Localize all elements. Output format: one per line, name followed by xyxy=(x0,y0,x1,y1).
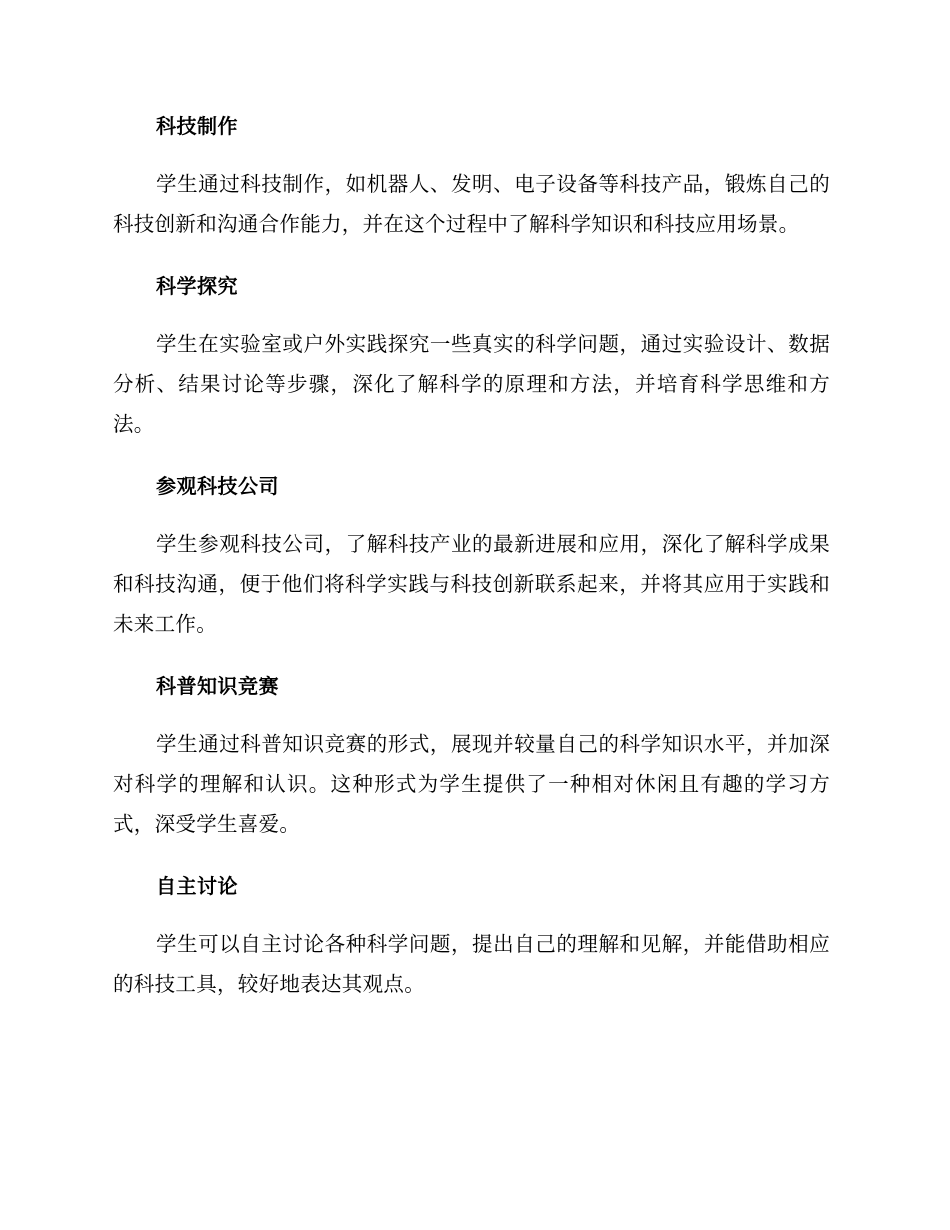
section-paragraph: 学生可以自主讨论各种科学问题，提出自己的理解和见解，并能借助相应的科技工具，较好地表达其观点。 xyxy=(113,932,830,996)
section-heading: 科普知识竞赛 xyxy=(156,674,279,698)
document-page xyxy=(113,110,830,1030)
section-heading: 自主讨论 xyxy=(156,874,238,898)
section-company-visit xyxy=(113,470,830,644)
section-science-quiz xyxy=(113,670,830,844)
section-science-inquiry xyxy=(113,270,830,444)
section-self-discussion xyxy=(113,870,830,1004)
section-paragraph: 学生在实验室或户外实践探究一些真实的科学问题，通过实验设计、数据分析、结果讨论等步骤，深化了解科学的原理和方法，并培育科学思维和方法。 xyxy=(113,332,830,436)
section-paragraph: 学生通过科技制作，如机器人、发明、电子设备等科技产品，锻炼自己的科技创新和沟通合作能力，并在这个过程中了解科学知识和科技应用场景。 xyxy=(113,172,830,236)
section-heading: 科学探究 xyxy=(156,274,238,298)
section-heading: 科技制作 xyxy=(156,114,238,138)
section-heading: 参观科技公司 xyxy=(156,474,279,498)
section-paragraph: 学生参观科技公司，了解科技产业的最新进展和应用，深化了解科学成果和科技沟通，便于他们将科学实践与科技创新联系起来，并将其应用于实践和未来工作。 xyxy=(113,532,830,636)
section-paragraph: 学生通过科普知识竞赛的形式，展现并较量自己的科学知识水平，并加深对科学的理解和认识。这种形式为学生提供了一种相对休闲且有趣的学习方式，深受学生喜爱。 xyxy=(113,732,830,836)
section-tech-making xyxy=(113,110,830,244)
